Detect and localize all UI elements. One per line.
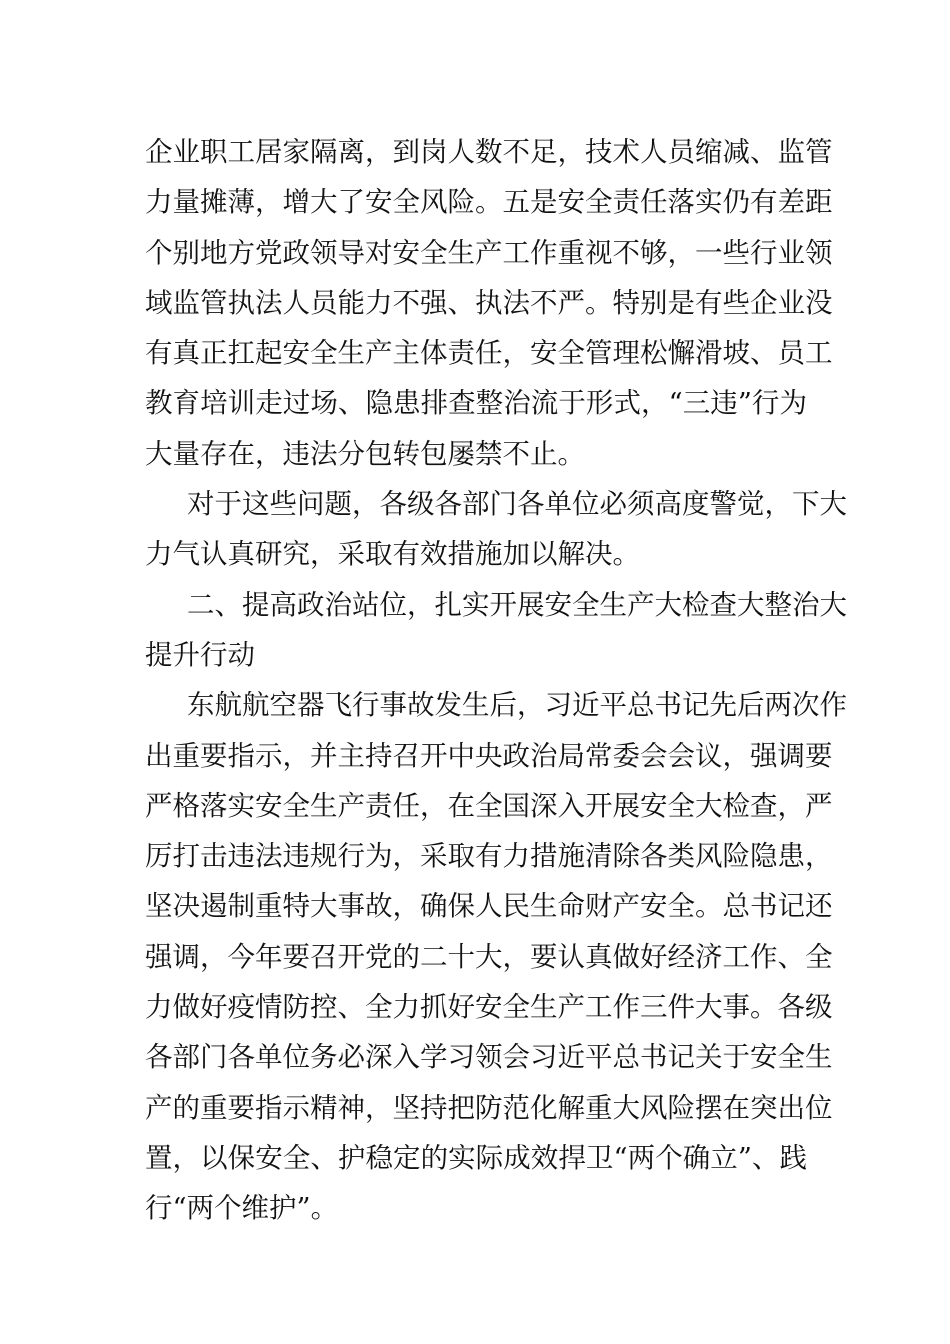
text-line: 出重要指示，并主持召开中央政治局常委会会议，强调要 — [145, 739, 833, 772]
text-line: 各部门各单位务必深入学习领会习近平总书记关于安全生 — [145, 1041, 833, 1074]
text-line: 有真正扛起安全生产主体责任，安全管理松懈滑坡、员工 — [145, 337, 833, 370]
text-line: 个别地方党政领导对安全生产工作重视不够，一些行业领 — [145, 236, 833, 269]
text-line: 教育培训走过场、隐患排查整治流于形式，“三违”行为 — [145, 387, 807, 420]
text-line: 严格落实安全生产责任，在全国深入开展安全大检查，严 — [145, 789, 833, 822]
text-line: 力量摊薄，增大了安全风险。五是安全责任落实仍有差距 — [145, 186, 833, 219]
text-line: 置，以保安全、护稳定的实际成效捍卫“两个确立”、践 — [145, 1141, 807, 1174]
document-body-text — [145, 127, 847, 1234]
text-line: 域监管执法人员能力不强、执法不严。特别是有些企业没 — [145, 286, 833, 319]
text-line: 力气认真研究，采取有效措施加以解决。 — [145, 538, 640, 571]
text-line: 对于这些问题，各级各部门各单位必须高度警觉，下大 — [187, 488, 847, 521]
text-line: 提升行动 — [145, 638, 255, 671]
text-line: 行“两个维护”。 — [145, 1192, 339, 1225]
text-line: 坚决遏制重特大事故，确保人民生命财产安全。总书记还 — [145, 890, 833, 923]
text-line: 力做好疫情防控、全力抓好安全生产工作三件大事。各级 — [145, 991, 833, 1024]
text-line: 产的重要指示精神，坚持把防范化解重大风险摆在突出位 — [145, 1091, 833, 1124]
text-line: 东航航空器飞行事故发生后，习近平总书记先后两次作 — [187, 689, 847, 722]
text-line: 大量存在，违法分包转包屡禁不止。 — [145, 437, 585, 470]
text-line: 强调，今年要召开党的二十大，要认真做好经济工作、全 — [145, 940, 833, 973]
text-line: 企业职工居家隔离，到岗人数不足，技术人员缩减、监管 — [145, 136, 833, 168]
text-line: 厉打击违法违规行为，采取有力措施清除各类风险隐患， — [145, 840, 833, 873]
text-line: 二、提高政治站位，扎实开展安全生产大检查大整治大 — [187, 588, 847, 621]
